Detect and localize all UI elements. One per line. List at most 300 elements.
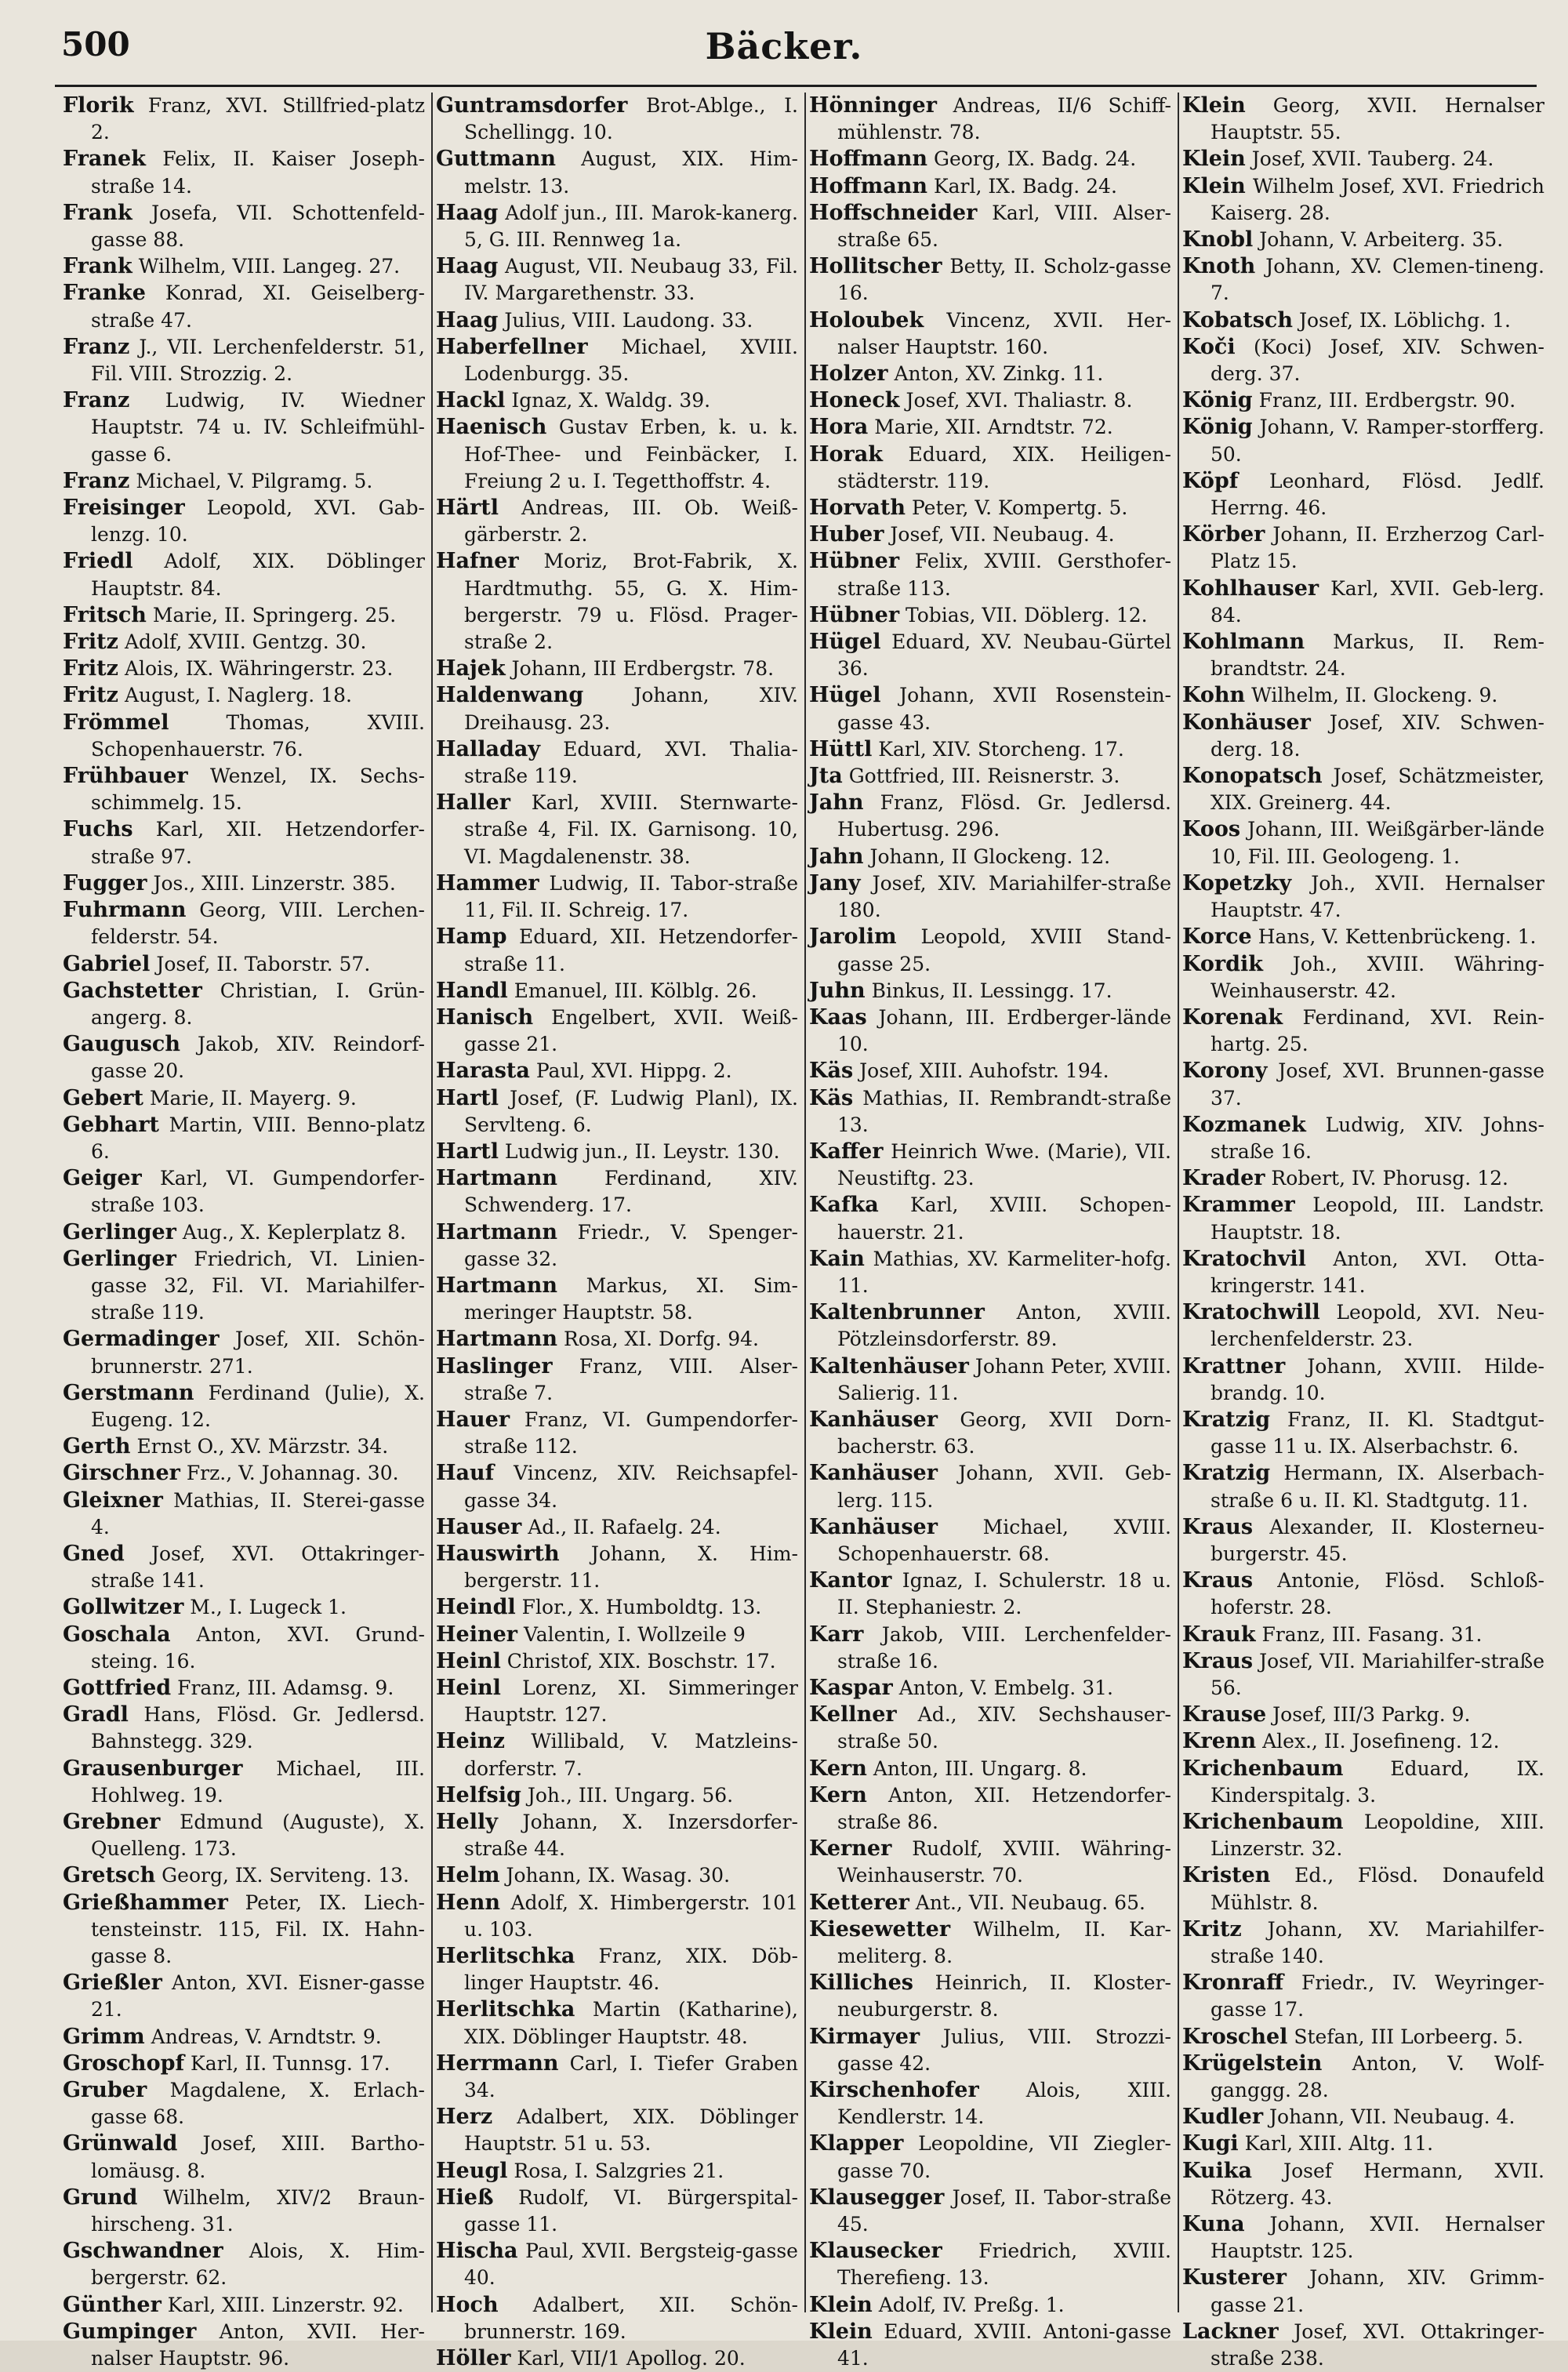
directory-entry xyxy=(63,387,425,468)
entry-details: Johann, V. Arbeiterg. 35. xyxy=(1259,228,1504,252)
entry-surname: Körber xyxy=(1182,522,1265,547)
entry-surname: Hauer xyxy=(436,1407,510,1432)
entry-details: Johann, III Erdbergstr. 78. xyxy=(511,657,775,681)
entry-surname: Grießler xyxy=(63,1971,162,1996)
entry-surname: Henn xyxy=(436,1890,500,1915)
entry-details: Alex., II. Josefineng. 12. xyxy=(1262,1730,1500,1753)
directory-entry xyxy=(63,200,425,253)
directory-entry xyxy=(436,1165,798,1219)
directory-entry xyxy=(1182,1004,1544,1058)
directory-entry xyxy=(1182,173,1544,227)
entry-surname: Kraus xyxy=(1182,1648,1254,1673)
entry-surname: Kaffer xyxy=(809,1139,884,1164)
entry-details: Johann, VII. Neubaug. 4. xyxy=(1269,2105,1515,2129)
entry-surname: Hübner xyxy=(809,602,900,627)
entry-surname: Hammer xyxy=(436,870,539,895)
entry-details: Ad., XIV. Sechshauser-straße 50. xyxy=(837,1703,1171,1753)
entry-surname: Hollitscher xyxy=(809,254,942,279)
entry-details: Karl, XVIII. Sternwarte-straße 4, Fil. IX. Garnisong. 10, VI. Magdalenenstr. 38. xyxy=(464,791,798,868)
entry-details: Karl, II. Tunnsg. 17. xyxy=(191,2051,390,2075)
entry-surname: Gaugusch xyxy=(63,1032,180,1057)
entry-details: Karl, XIII. Linzerstr. 92. xyxy=(167,2293,404,2316)
directory-entry xyxy=(809,548,1171,601)
entry-surname: Gerth xyxy=(63,1434,131,1459)
directory-entry xyxy=(63,1675,425,1702)
entry-surname: Gebhart xyxy=(63,1112,159,1137)
entry-surname: Haller xyxy=(436,790,510,815)
entry-surname: Hauf xyxy=(436,1461,495,1486)
entry-details: Adolf, IV. Preßg. 1. xyxy=(878,2293,1065,2316)
directory-entry xyxy=(63,1622,425,1675)
entry-surname: Haberfellner xyxy=(436,334,588,359)
entry-details: Josef, XIII. Auhofstr. 194. xyxy=(859,1059,1109,1083)
directory-entry xyxy=(436,1353,798,1407)
directory-entry xyxy=(809,1004,1171,1058)
entry-surname: Helfsig xyxy=(436,1782,521,1807)
entry-details: (Koci) Josef, XIV. Schwen-derg. 37. xyxy=(1210,335,1544,386)
entry-details: Joh., XVIII. Währing-Weinhauserstr. 42. xyxy=(1210,952,1544,1002)
entry-surname: Kanhäuser xyxy=(809,1407,938,1432)
entry-details: Stefan, III Lorbeerg. 5. xyxy=(1294,2025,1523,2048)
entry-details: Johann, XVII. Geb-lerg. 115. xyxy=(837,1462,1172,1512)
entry-surname: Hartmann xyxy=(436,1273,558,1298)
directory-entry xyxy=(63,1970,425,2023)
entry-surname: Hartmann xyxy=(436,1166,558,1191)
entry-details: Ignaz, X. Waldg. 39. xyxy=(511,389,711,412)
directory-entry xyxy=(1182,2319,1544,2372)
directory-entry xyxy=(436,1862,798,1889)
entry-surname: Heindl xyxy=(436,1595,516,1620)
entry-surname: Fuhrmann xyxy=(63,898,187,923)
entry-details: Karl, VIII. Alser-straße 65. xyxy=(837,201,1171,252)
entry-details: Ferdinand (Julie), X. Eugeng. 12. xyxy=(91,1381,425,1431)
entry-surname: Hügel xyxy=(809,683,881,708)
entry-surname: Juhn xyxy=(809,978,866,1003)
directory-entry xyxy=(1182,629,1544,682)
directory-entry xyxy=(436,1648,798,1675)
entry-details: Johann, III. Erdberger-lände 10. xyxy=(837,1005,1171,1056)
entry-details: Josef, XVI. Ottakringer-straße 238. xyxy=(1210,2319,1544,2370)
entry-surname: Franke xyxy=(63,281,146,306)
entry-surname: Huber xyxy=(809,522,884,547)
entry-surname: Kaltenbrunner xyxy=(809,1300,985,1325)
entry-surname: Kusterer xyxy=(1182,2265,1287,2290)
entry-details: Alexander, II. Klosterneu-burgerstr. 45. xyxy=(1210,1515,1545,1565)
entry-surname: Gned xyxy=(63,1541,125,1566)
directory-entry xyxy=(1182,1970,1544,2023)
entry-surname: Hoffmann xyxy=(809,147,928,172)
entry-details: Hermann, IX. Alserbach-straße 6 u. II. Kl. Stadtgutg. 11. xyxy=(1210,1462,1544,1512)
entry-details: Jakob, VIII. Lerchenfelder-straße 16. xyxy=(837,1622,1172,1673)
entry-surname: Kern xyxy=(809,1782,867,1807)
column-divider xyxy=(804,93,806,2312)
entry-details: Ferdinand, XVI. Rein-hartg. 25. xyxy=(1210,1005,1544,1056)
entry-details: Vincenz, XIV. Reichsapfel-gasse 34. xyxy=(464,1462,798,1512)
directory-entry xyxy=(63,2238,425,2291)
entry-surname: Helly xyxy=(436,1810,498,1834)
entry-surname: Girschner xyxy=(63,1461,180,1486)
directory-entry xyxy=(1182,1407,1544,1460)
entry-details: Emanuel, III. Kölblg. 26. xyxy=(514,979,757,1002)
entry-surname: Hajek xyxy=(436,656,506,681)
entry-details: Karl, XIII. Altg. 11. xyxy=(1244,2132,1434,2156)
directory-entry xyxy=(63,334,425,387)
entry-surname: Gradl xyxy=(63,1702,129,1727)
entry-surname: Jahn xyxy=(809,844,864,869)
directory-entry xyxy=(809,1407,1171,1460)
directory-entry xyxy=(809,2077,1171,2130)
entry-surname: Koči xyxy=(1182,334,1236,359)
entry-details: Jakob, XIV. Reindorf-gasse 20. xyxy=(91,1033,425,1083)
directory-entry xyxy=(809,1756,1171,1782)
entry-surname: König xyxy=(1182,388,1253,413)
directory-entry xyxy=(809,1085,1171,1139)
entry-details: Mathias, XV. Karmeliter-hofg. 11. xyxy=(837,1247,1171,1297)
directory-entry xyxy=(63,1702,425,1755)
entry-details: Wilhelm, VIII. Langeg. 27. xyxy=(138,255,401,278)
entry-details: Peter, V. Kompertg. 5. xyxy=(911,496,1128,520)
entry-surname: Gerstmann xyxy=(63,1380,194,1405)
column-divider xyxy=(1178,93,1179,2312)
entry-surname: Gollwitzer xyxy=(63,1595,184,1620)
directory-entry xyxy=(1182,2024,1544,2051)
directory-entry xyxy=(63,93,425,146)
entry-details: Gustav Erben, k. u. k. Hof-Thee- und Feinbäcker, I. Freiung 2 u. I. Tegetthoffstr. 4. xyxy=(464,416,798,492)
entry-details: Christian, I. Grün-angerg. 8. xyxy=(91,979,425,1029)
directory-entry xyxy=(63,1890,425,1971)
entry-details: Eduard, XIX. Heiligen-städterstr. 119. xyxy=(837,442,1171,492)
directory-entry xyxy=(809,1246,1171,1299)
entry-surname: Kozmanek xyxy=(1182,1112,1306,1137)
entry-surname: Hoffmann xyxy=(809,173,928,198)
directory-entry xyxy=(809,1460,1171,1513)
directory-entry xyxy=(809,978,1171,1004)
directory-entry xyxy=(63,1246,425,1327)
directory-entry xyxy=(1182,521,1544,575)
directory-entry xyxy=(63,468,425,495)
directory-entry xyxy=(1182,576,1544,629)
directory-entry xyxy=(809,414,1171,441)
entry-details: Ad., II. Rafaelg. 24. xyxy=(528,1515,721,1538)
directory-entry xyxy=(1182,334,1544,387)
directory-entry xyxy=(809,1567,1171,1621)
entry-surname: Kraus xyxy=(1182,1568,1254,1593)
entry-details: Edmund (Auguste), X. Quelleng. 173. xyxy=(91,1811,425,1861)
entry-details: Josef Hermann, XVII. Rötzerg. 43. xyxy=(1210,2159,1544,2209)
entry-details: Anton, XVI. Otta-kringerstr. 141. xyxy=(1210,1247,1544,1297)
directory-entry xyxy=(63,1594,425,1621)
entry-surname: Lackner xyxy=(1182,2319,1279,2344)
entry-surname: Kerner xyxy=(809,1836,892,1862)
entry-surname: Gruber xyxy=(63,2078,147,2103)
directory-entry xyxy=(436,1728,798,1782)
entry-details: Marie, XII. Arndtstr. 72. xyxy=(874,416,1113,439)
directory-entry xyxy=(1182,816,1544,870)
directory-entry xyxy=(63,1326,425,1379)
entry-details: Eduard, IX. Kinderspitalg. 3. xyxy=(1210,1756,1544,1807)
entry-surname: Gschwandner xyxy=(63,2239,223,2264)
directory-entry xyxy=(1182,1514,1544,1567)
entry-surname: Franek xyxy=(63,147,146,172)
entry-details: Josef, XVII. Tauberg. 24. xyxy=(1251,147,1494,171)
entry-details: Georg, IX. Badg. 24. xyxy=(933,147,1137,171)
entry-surname: Korce xyxy=(1182,924,1252,950)
entry-details: Franz, VIII. Alser-straße 7. xyxy=(464,1354,798,1404)
directory-entry xyxy=(809,629,1171,682)
directory-entry xyxy=(63,1541,425,1594)
entry-surname: Konhäuser xyxy=(1182,710,1311,735)
directory-entry xyxy=(1182,1862,1544,1916)
directory-entry xyxy=(809,870,1171,924)
entry-surname: Gottfried xyxy=(63,1675,172,1700)
entry-details: Georg, IX. Serviteng. 13. xyxy=(162,1864,409,1887)
directory-entry xyxy=(1182,414,1544,467)
directory-entry xyxy=(63,2077,425,2130)
entry-details: Jos., XIII. Linzerstr. 385. xyxy=(153,871,396,895)
directory-entry xyxy=(1182,682,1544,709)
directory-entry xyxy=(809,307,1171,361)
directory-entry xyxy=(1182,2265,1544,2318)
directory-entry xyxy=(809,790,1171,843)
entry-details: Christof, XIX. Boschstr. 17. xyxy=(506,1649,776,1673)
entry-surname: Krader xyxy=(1182,1166,1265,1191)
directory-entry xyxy=(1182,227,1544,253)
entry-surname: Frank xyxy=(63,200,132,225)
entry-surname: Kuna xyxy=(1182,2212,1245,2237)
entry-surname: Korenak xyxy=(1182,1004,1283,1030)
entry-surname: Kraus xyxy=(1182,1514,1254,1539)
directory-entry xyxy=(1182,2211,1544,2265)
entry-surname: Kaas xyxy=(809,1004,867,1030)
entry-surname: Fritsch xyxy=(63,602,147,627)
entry-details: Wilhelm, II. Kar-meliterg. 8. xyxy=(837,1917,1171,1968)
entry-details: Ludwig jun., II. Leystr. 130. xyxy=(504,1139,780,1163)
directory-entry xyxy=(809,1836,1171,1889)
directory-entry xyxy=(436,1326,798,1353)
entry-details: Paul, XVI. Hippg. 2. xyxy=(535,1059,732,1083)
entry-surname: Käs xyxy=(809,1085,854,1110)
entry-details: Markus, II. Rem-brandtstr. 24. xyxy=(1210,630,1544,681)
directory-entry xyxy=(1182,1809,1544,1862)
entry-surname: Kaspar xyxy=(809,1675,893,1700)
directory-entry xyxy=(809,441,1171,495)
entry-surname: Gabriel xyxy=(63,951,151,976)
entry-surname: Handl xyxy=(436,978,508,1003)
entry-details: Johann, XIV. Grimm-gasse 21. xyxy=(1210,2266,1544,2316)
entry-surname: Gretsch xyxy=(63,1863,156,1888)
entry-details: Franz, XIX. Döb-linger Hauptstr. 46. xyxy=(464,1945,798,1995)
entry-surname: Klapper xyxy=(809,2131,904,2156)
entry-surname: Friedl xyxy=(63,549,133,574)
entry-surname: Kern xyxy=(809,1756,867,1781)
directory-entry xyxy=(1182,710,1544,763)
entry-surname: Klausegger xyxy=(809,2185,945,2210)
entry-details: Vincenz, XVII. Her-nalser Hauptstr. 160. xyxy=(837,308,1171,358)
entry-details: Adalbert, XIX. Döblinger Hauptstr. 51 u. 53. xyxy=(464,2105,799,2156)
entry-details: Josef, (F. Ludwig Planl), IX. Servlteng. 6. xyxy=(464,1086,798,1136)
directory-entry xyxy=(809,1675,1171,1702)
entry-details: Brot-Ablge., I. Schellingg. 10. xyxy=(464,94,798,144)
entry-details: Flor., X. Humboldtg. 13. xyxy=(521,1596,762,1619)
entry-surname: Kanhäuser xyxy=(809,1514,938,1539)
entry-details: Tobias, VII. Döblerg. 12. xyxy=(906,603,1148,627)
directory-entry xyxy=(809,253,1171,307)
entry-details: Karl, VII/1 Apollog. 20. xyxy=(517,2347,746,2370)
directory-entry xyxy=(63,146,425,199)
entry-surname: Haldenwang xyxy=(436,683,584,708)
entry-surname: Freisinger xyxy=(63,496,185,521)
entry-surname: Hafner xyxy=(436,549,519,574)
directory-entry xyxy=(1182,2158,1544,2211)
entry-surname: Hischa xyxy=(436,2239,518,2264)
directory-entry xyxy=(63,253,425,280)
entry-surname: Guntramsdorfer xyxy=(436,93,628,118)
entry-details: Josef, XIII. Bartho-lomäusg. 8. xyxy=(91,2132,425,2182)
entry-details: Valentin, I. Wollzeile 9 xyxy=(523,1622,746,1646)
entry-surname: Knoth xyxy=(1182,254,1256,279)
entry-details: Willibald, V. Matzleins-dorferstr. 7. xyxy=(464,1730,798,1780)
entry-details: Franz, Flösd. Gr. Jedlersd. Hubertusg. 296. xyxy=(837,791,1171,841)
entry-details: Leopold, XVI. Neu-lerchenfelderstr. 23. xyxy=(1210,1301,1545,1351)
directory-entry xyxy=(436,1085,798,1139)
entry-surname: Kopetzky xyxy=(1182,870,1292,895)
entry-details: Julius, VIII. Strozzi-gasse 42. xyxy=(837,2025,1171,2075)
entry-details: Hans, V. Kettenbrückeng. 1. xyxy=(1258,925,1537,949)
directory-entry xyxy=(436,1675,798,1728)
entry-details: Anton, XVII. Her-nalser Hauptstr. 96. xyxy=(91,2319,425,2370)
entry-details: Karl, XVII. Geb-lerg. 84. xyxy=(1210,576,1545,627)
entry-details: Markus, XI. Sim-meringer Hauptstr. 58. xyxy=(464,1273,798,1324)
entry-details: Magdalene, X. Erlach-gasse 68. xyxy=(91,2079,425,2129)
entry-details: Josefa, VII. Schottenfeld-gasse 88. xyxy=(91,201,425,252)
entry-surname: Frömmel xyxy=(63,710,169,735)
directory-entry xyxy=(1182,2104,1544,2130)
page-heading: Bäcker. xyxy=(705,25,863,67)
entry-surname: Grebner xyxy=(63,1810,161,1834)
entry-surname: Franz xyxy=(63,388,130,413)
entry-surname: Kantor xyxy=(809,1568,892,1593)
directory-entry xyxy=(436,1219,798,1273)
entry-details: Karl, VI. Gumpendorfer-straße 103. xyxy=(91,1167,425,1217)
entry-surname: Kordik xyxy=(1182,951,1263,976)
directory-entry xyxy=(809,682,1171,736)
entry-surname: Kirschenhofer xyxy=(809,2078,979,2103)
entry-surname: Käs xyxy=(809,1059,854,1084)
entry-details: Leopoldine, VII Ziegler-gasse 70. xyxy=(837,2132,1171,2182)
directory-entry xyxy=(809,1916,1171,1970)
entry-surname: Killiches xyxy=(809,1971,913,1996)
column-2 xyxy=(436,93,799,2371)
directory-entry xyxy=(436,1996,798,2050)
directory-entry xyxy=(1182,924,1544,950)
directory-entry xyxy=(436,1622,798,1648)
entry-details: Georg, VIII. Lerchen-felderstr. 54. xyxy=(91,899,425,949)
directory-entry xyxy=(63,2319,425,2372)
entry-details: Leopold, XVI. Gab-lenzg. 10. xyxy=(91,496,425,547)
entry-details: Wenzel, IX. Sechs-schimmelg. 15. xyxy=(91,765,425,815)
entry-details: Franz, XVI. Stillfried-platz 2. xyxy=(91,94,425,144)
entry-surname: Frühbauer xyxy=(63,764,188,789)
entry-details: Friedr., V. Spenger-gasse 32. xyxy=(464,1220,798,1270)
entry-details: Mathias, II. Rembrandt-straße 13. xyxy=(837,1086,1171,1136)
entry-details: Moriz, Brot-Fabrik, X. Hardtmuthg. 55, G. X. Him-bergerstr. 79 u. Flösd. Prager-straße 2. xyxy=(464,550,798,654)
entry-details: Joh., XVII. Hernalser Hauptstr. 47. xyxy=(1210,871,1544,922)
entry-surname: Haag xyxy=(436,200,499,225)
entry-details: Rudolf, VI. Bürgerspital-gasse 11. xyxy=(464,2185,798,2236)
directory-entry xyxy=(809,2238,1171,2291)
entry-surname: Krügelstein xyxy=(1182,2051,1323,2076)
directory-entry xyxy=(809,763,1171,790)
entry-surname: Hügel xyxy=(809,630,881,655)
directory-entry xyxy=(436,2158,798,2185)
entry-surname: Gumpinger xyxy=(63,2319,197,2344)
entry-details: Lorenz, XI. Simmeringer Hauptstr. 127. xyxy=(464,1676,798,1727)
entry-details: Thomas, XVIII. Schopenhauerstr. 76. xyxy=(91,710,425,761)
directory-entry xyxy=(436,2104,798,2157)
directory-entry xyxy=(436,1890,798,1943)
entry-surname: Grund xyxy=(63,2185,138,2210)
entry-surname: Hauser xyxy=(436,1514,522,1539)
entry-details: J., VII. Lerchenfelderstr. 51, Fil. VIII. Strozzig. 2. xyxy=(91,335,425,386)
directory-entry xyxy=(436,1594,798,1621)
entry-details: Franz, II. Kl. Stadtgut-gasse 11 u. IX. Alserbachstr. 6. xyxy=(1210,1408,1544,1458)
entry-surname: Kohn xyxy=(1182,683,1246,708)
entry-surname: Horak xyxy=(809,441,883,467)
entry-surname: Guttmann xyxy=(436,147,556,172)
directory-entry xyxy=(436,1541,798,1594)
directory-entry xyxy=(63,656,425,682)
directory-entry xyxy=(809,1782,1171,1836)
entry-surname: Fuchs xyxy=(63,817,133,842)
entry-details: Frz., V. Johannag. 30. xyxy=(186,1462,399,1485)
entry-surname: Hoffschneider xyxy=(809,200,978,225)
entry-surname: Heinl xyxy=(436,1648,501,1673)
entry-surname: Hora xyxy=(809,415,869,440)
column-3 xyxy=(809,93,1172,2370)
entry-surname: Krammer xyxy=(1182,1193,1295,1218)
directory-entry xyxy=(63,1219,425,1246)
entry-details: Eduard, XVIII. Antoni-gasse 41. xyxy=(837,2319,1171,2370)
directory-entry xyxy=(63,2292,425,2319)
entry-details: Johann Peter, XVIII. Salierig. 11. xyxy=(837,1354,1171,1404)
directory-entry xyxy=(809,387,1171,414)
entry-surname: Grausenburger xyxy=(63,1756,243,1781)
entry-surname: Kiesewetter xyxy=(809,1916,951,1942)
entry-details: Josef, VII. Mariahilfer-straße 56. xyxy=(1210,1649,1544,1699)
entry-surname: Hönninger xyxy=(809,93,937,118)
entry-surname: Haenisch xyxy=(436,415,547,440)
directory-entry xyxy=(809,521,1171,548)
entry-surname: Kratochvil xyxy=(1182,1246,1306,1271)
entry-details: Anton, V. Embelg. 31. xyxy=(898,1676,1113,1699)
directory-entry xyxy=(809,1058,1171,1084)
directory-entry xyxy=(1182,1299,1544,1353)
entry-surname: Herz xyxy=(436,2105,493,2130)
entry-surname: Kratochwill xyxy=(1182,1300,1320,1325)
directory-entry xyxy=(1182,1112,1544,1165)
entry-surname: Jany xyxy=(809,870,861,895)
entry-surname: Hanisch xyxy=(436,1004,534,1030)
entry-details: Ludwig, II. Tabor-straße 11, Fil. II. Schreig. 17. xyxy=(464,871,798,922)
directory-entry xyxy=(436,1407,798,1460)
entry-surname: Kudler xyxy=(1182,2105,1264,2130)
entry-surname: Kuika xyxy=(1182,2158,1252,2183)
directory-entry xyxy=(63,2024,425,2051)
entry-details: Ludwig, XIV. Johns-straße 16. xyxy=(1210,1113,1544,1163)
entry-details: Ferdinand, XIV. Schwenderg. 17. xyxy=(464,1167,798,1217)
entry-surname: Heinz xyxy=(436,1729,505,1754)
entry-details: Ludwig, IV. Wiedner Hauptstr. 74 u. IV. Schleifmühl-gasse 6. xyxy=(91,389,425,466)
